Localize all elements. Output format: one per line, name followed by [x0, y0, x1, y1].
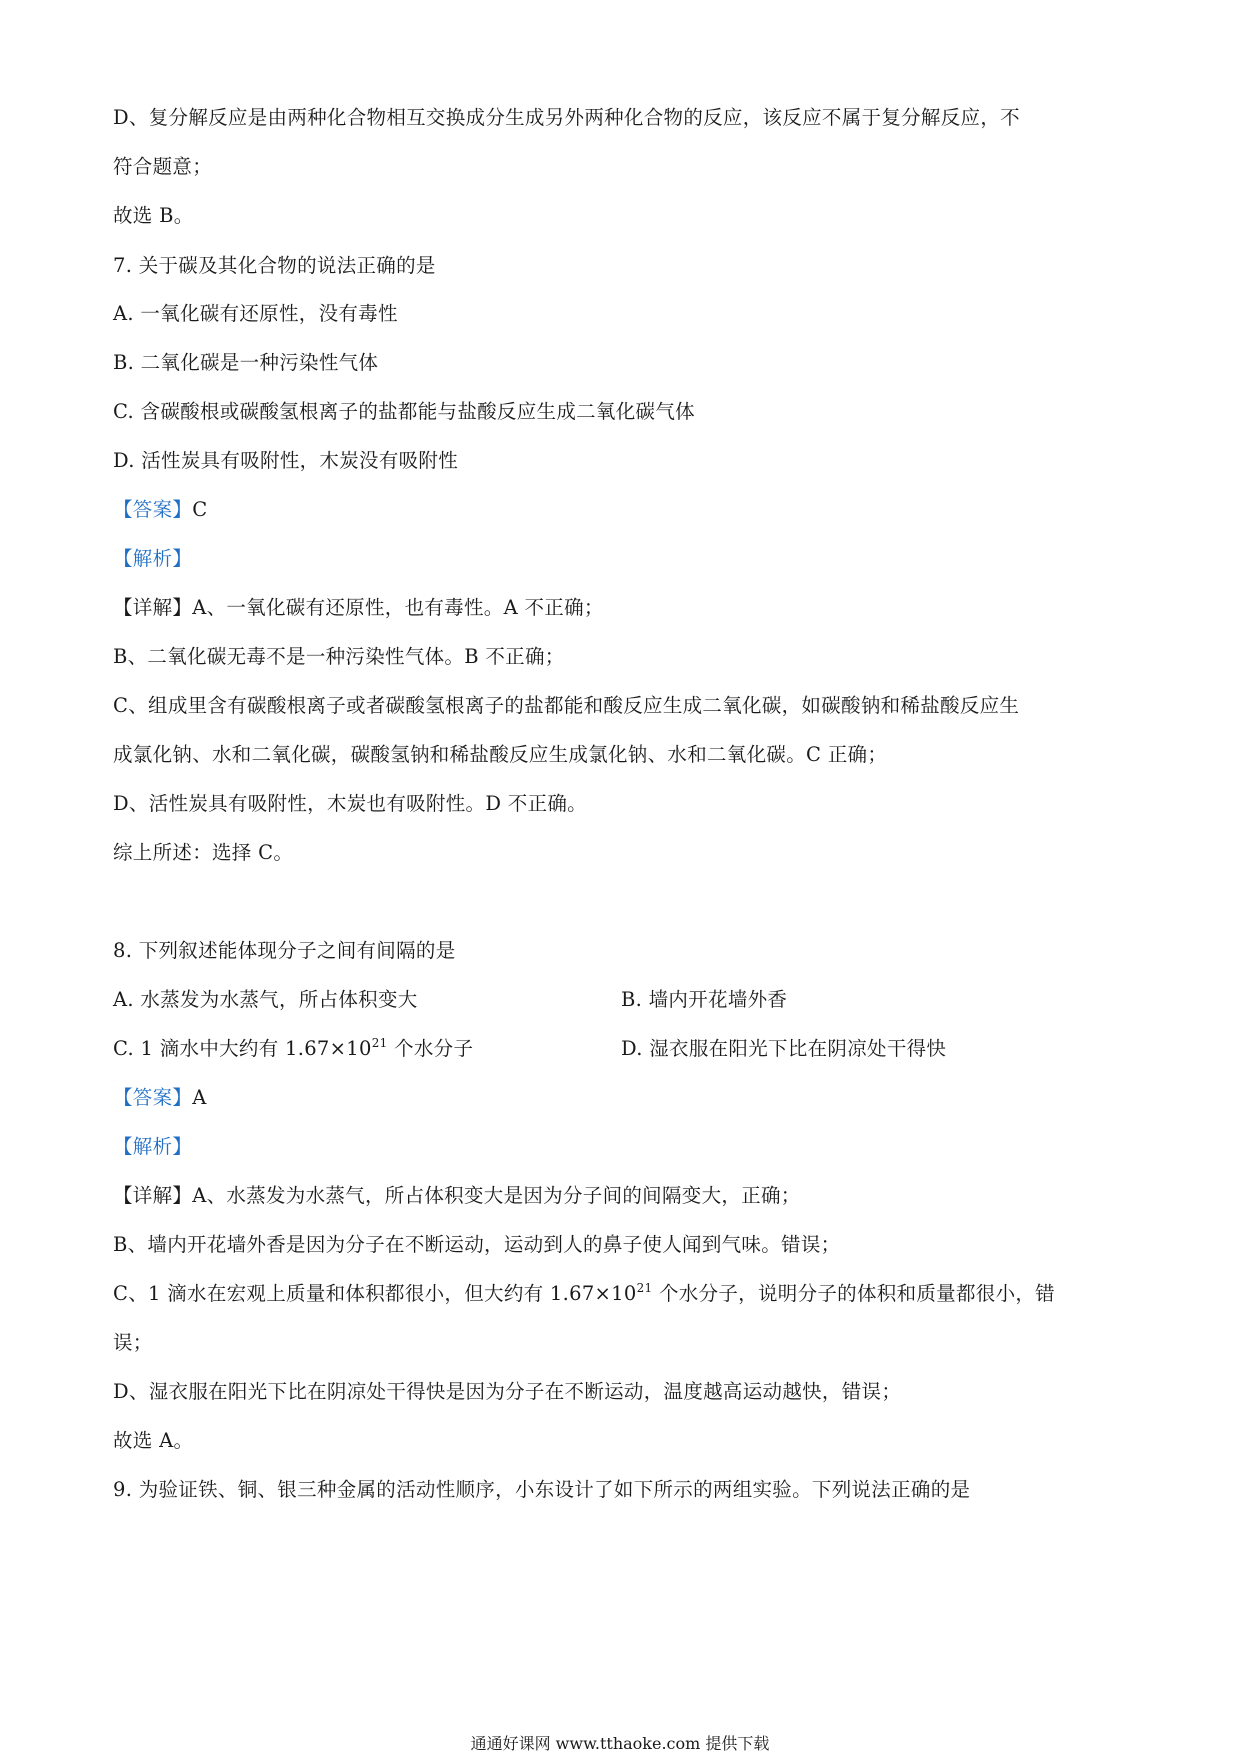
q8-detail-b: B、墙内开花墙外香是因为分子在不断运动，运动到人的鼻子使人闻到气味。错误；: [113, 1233, 841, 1256]
page-footer: 通通好课网 www.tthaoke.com 提供下载: [470, 1734, 770, 1753]
q7-detail-c2: 成氯化钠、水和二氧化碳，碳酸氢钠和稀盐酸反应生成氯化钠、水和二氧化碳。C 正确；: [113, 743, 888, 766]
q7-option-b: B. 二氧化碳是一种污染性气体: [113, 351, 379, 374]
q8-option-a: A. 水蒸发为水蒸气，所占体积变大: [113, 988, 418, 1011]
q8-analysis-tag: [113, 1134, 192, 1160]
q7-detail-a-text: A、一氧化碳有还原性，也有毒性。A 不正确；: [192, 596, 604, 619]
q7-option-a: A. 一氧化碳有还原性，没有毒性: [113, 302, 398, 325]
q8-detail-a: [113, 1183, 801, 1209]
q8-option-c-post: 个水分子: [387, 1037, 474, 1060]
q8-detail-a-text: A、水蒸发为水蒸气，所占体积变大是因为分子间的间隔变大，正确；: [192, 1184, 801, 1207]
q8-option-c-pre: C. 1 滴水中大约有 1.67×10: [113, 1037, 372, 1060]
q8-answer-tag: 【答案】: [113, 1086, 193, 1109]
q8-option-c: [113, 1036, 473, 1062]
q7-detail-a: [113, 595, 604, 621]
q7-detail-d: D、活性炭具有吸附性，木炭也有吸附性。D 不正确。: [113, 792, 587, 815]
q8-option-b: B. 墙内开花墙外香: [621, 988, 788, 1011]
prev-option-d-line2: 符合题意；: [113, 155, 213, 178]
q7-option-d: D. 活性炭具有吸附性，木炭没有吸附性: [113, 449, 459, 472]
q7-answer-tag: 【答案】: [113, 498, 193, 521]
q8-detail-tag: 【详解】: [113, 1184, 193, 1207]
q8-detail-c1-exponent: 21: [636, 1281, 653, 1295]
q8-analysis-tag-text: 【解析】: [113, 1135, 193, 1158]
q7-stem: 7. 关于碳及其化合物的说法正确的是: [113, 254, 436, 277]
q7-summary: 综上所述：选择 C。: [113, 841, 294, 864]
q7-option-c: C. 含碳酸根或碳酸氢根离子的盐都能与盐酸反应生成二氧化碳气体: [113, 400, 695, 423]
q8-option-c-exponent: 21: [371, 1036, 388, 1050]
q8-detail-c1: [113, 1281, 1055, 1307]
q7-detail-b: B、二氧化碳无毒不是一种污染性气体。B 不正确；: [113, 645, 565, 668]
q8-answer-value: A: [192, 1086, 207, 1109]
q8-conclusion: 故选 A。: [113, 1429, 194, 1452]
q8-option-d: D. 湿衣服在阳光下比在阴凉处干得快: [621, 1037, 947, 1060]
q8-detail-c2: 误；: [113, 1331, 153, 1354]
q8-stem: 8. 下列叙述能体现分子之间有间隔的是: [113, 939, 456, 962]
q7-analysis-tag: [113, 546, 192, 572]
q8-detail-d: D、湿衣服在阳光下比在阴凉处干得快是因为分子在不断运动，温度越高运动越快，错误；: [113, 1380, 902, 1403]
q7-detail-tag: 【详解】: [113, 596, 193, 619]
q7-answer: [113, 497, 207, 523]
q7-analysis-tag-text: 【解析】: [113, 547, 193, 570]
q7-detail-c1: C、组成里含有碳酸根离子或者碳酸氢根离子的盐都能和酸反应生成二氧化碳，如碳酸钠和稀盐酸反应生: [113, 694, 1020, 717]
q8-detail-c1-pre: C、1 滴水在宏观上质量和体积都很小，但大约有 1.67×10: [113, 1282, 637, 1305]
prev-conclusion: 故选 B。: [113, 204, 194, 227]
q8-detail-c1-post: 个水分子，说明分子的体积和质量都很小，错: [652, 1282, 1055, 1305]
q7-answer-value: C: [192, 498, 208, 521]
q8-answer: [113, 1085, 207, 1111]
q9-stem: 9. 为验证铁、铜、银三种金属的活动性顺序，小东设计了如下所示的两组实验。下列说法正确的是: [113, 1478, 971, 1501]
prev-option-d-line1: D、复分解反应是由两种化合物相互交换成分生成另外两种化合物的反应，该反应不属于复分解反应，不: [113, 106, 1020, 129]
